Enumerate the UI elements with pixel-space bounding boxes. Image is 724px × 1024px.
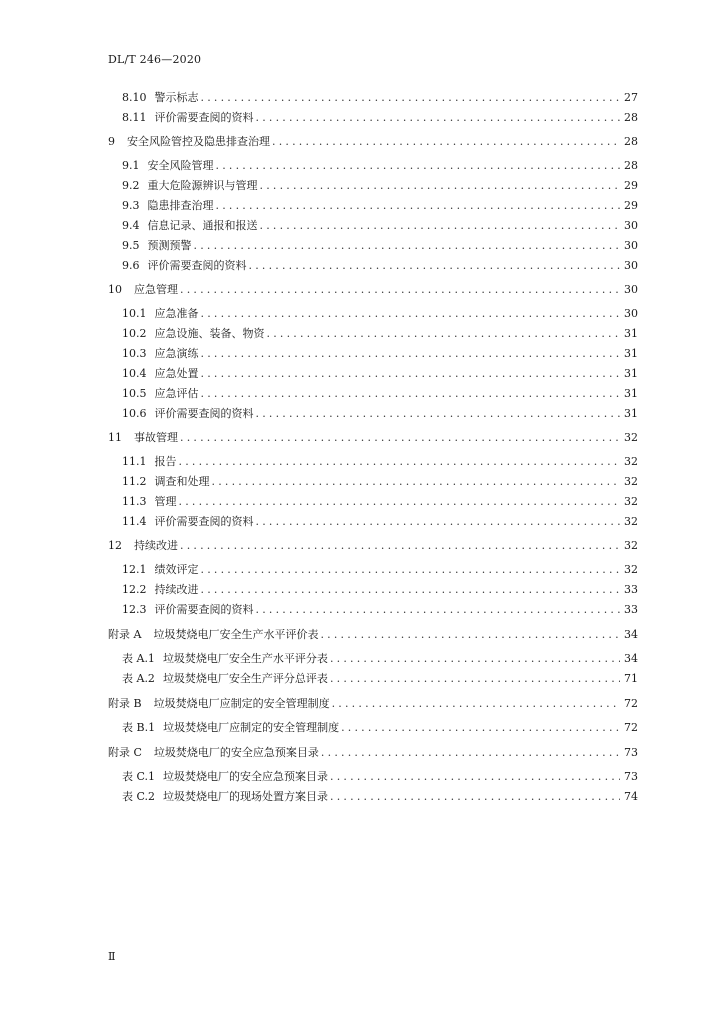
toc-entry[interactable]: [0, 218, 724, 234]
toc-entry-number: 12.1: [122, 563, 147, 576]
toc-entry-line: [122, 238, 638, 254]
toc-entry-page: 33: [624, 603, 638, 616]
toc-entry-page: 32: [624, 539, 638, 552]
toc-entry-line: [108, 696, 638, 712]
toc-entry-title: 垃圾焚烧电厂应制定的安全管理制度: [163, 721, 340, 734]
toc-entry-title: 应急设施、装备、物资: [154, 327, 265, 340]
toc-entry-number: 11.3: [122, 495, 147, 508]
toc-entry-number: 9.2: [122, 179, 140, 192]
toc-entry-number: 附录 B: [108, 697, 142, 710]
toc-entry-page: 34: [624, 628, 638, 641]
dot-leader: [256, 602, 621, 618]
toc-entry[interactable]: [0, 514, 724, 530]
toc-entry-title: 预测预警: [147, 239, 192, 252]
toc-entry-title: 垃圾焚烧电厂的安全应急预案目录: [163, 770, 329, 783]
toc-entry-title: 评价需要查阅的资料: [154, 111, 254, 124]
dot-leader: [201, 582, 621, 598]
toc-entry-number: 表 A.2: [122, 672, 155, 685]
toc-entry-line: [122, 562, 638, 578]
toc-entry-title: 信息记录、通报和报送: [147, 219, 258, 232]
toc-entry-page: 32: [624, 455, 638, 468]
toc-entry[interactable]: [0, 696, 724, 712]
toc-entry-title: 评价需要查阅的资料: [147, 259, 247, 272]
toc-entry-line: [122, 218, 638, 234]
toc-entry[interactable]: [0, 720, 724, 736]
toc-entry-title: 应急管理: [134, 283, 178, 296]
toc-entry-number: 11.4: [122, 515, 147, 528]
dot-leader: [341, 720, 620, 736]
toc-entry-page: 32: [624, 431, 638, 444]
toc-entry-page: 30: [624, 307, 638, 320]
document-id: DL/T 246—2020: [108, 53, 202, 66]
toc-entry-line: [122, 386, 638, 402]
toc-entry-number: 附录 A: [108, 628, 142, 641]
toc-entry-page: 34: [624, 652, 638, 665]
toc-entry-number: 10.6: [122, 407, 147, 420]
toc-entry-number: 12.3: [122, 603, 147, 616]
toc-entry-title: 垃圾焚烧电厂的安全应急预案目录: [153, 746, 319, 759]
toc-entry-page: 32: [624, 563, 638, 576]
toc-entry[interactable]: [0, 366, 724, 382]
toc-entry-number: 8.10: [122, 91, 147, 104]
dot-leader: [201, 562, 621, 578]
toc-entry-title: 垃圾焚烧电厂应制定的安全管理制度: [153, 697, 330, 710]
dot-leader: [330, 651, 620, 667]
dot-leader: [330, 671, 620, 687]
toc-entry-number: 表 C.1: [122, 770, 156, 783]
dot-leader: [256, 406, 621, 422]
dot-leader: [194, 238, 621, 254]
toc-entry-line: [122, 306, 638, 322]
toc-entry-number: 11.2: [122, 475, 147, 488]
toc-entry-number: 表 C.2: [122, 790, 156, 803]
toc-entry-line: [108, 430, 638, 446]
toc-entry-title: 评价需要查阅的资料: [154, 407, 254, 420]
toc-entry-line: [108, 745, 638, 761]
toc-entry[interactable]: [0, 178, 724, 194]
toc-entry-title: 安全风险管理: [147, 159, 214, 172]
toc-entry-line: [122, 720, 638, 736]
toc-entry[interactable]: [0, 158, 724, 174]
toc-entry-page: 74: [624, 790, 638, 803]
toc-entry-title: 事故管理: [134, 431, 178, 444]
toc-entry-line: [122, 406, 638, 422]
toc-entry-number: 表 B.1: [122, 721, 156, 734]
dot-leader: [216, 158, 621, 174]
toc-entry-page: 28: [624, 111, 638, 124]
toc-entry[interactable]: [0, 198, 724, 214]
toc-entry-line: [122, 110, 638, 126]
toc-entry-page: 30: [624, 259, 638, 272]
toc-entry-line: [108, 538, 638, 554]
toc-entry-line: [122, 474, 638, 490]
dot-leader: [180, 430, 620, 446]
toc-entry-number: 附录 C: [108, 746, 142, 759]
toc-entry-page: 73: [624, 770, 638, 783]
dot-leader: [212, 474, 621, 490]
toc-entry-number: 表 A.1: [122, 652, 155, 665]
toc-entry-page: 73: [624, 746, 638, 759]
toc-entry-number: 9.3: [122, 199, 140, 212]
dot-leader: [179, 494, 621, 510]
dot-leader: [256, 514, 621, 530]
toc-entry-line: [122, 514, 638, 530]
toc-entry-page: 32: [624, 495, 638, 508]
toc-entry-title: 隐患排查治理: [147, 199, 214, 212]
toc-entry-line: [122, 198, 638, 214]
toc-entry-page: 27: [624, 91, 638, 104]
toc-entry-line: [122, 326, 638, 342]
toc-entry-number: 11: [108, 431, 122, 444]
toc-entry-title: 垃圾焚烧电厂的现场处置方案目录: [163, 790, 329, 803]
dot-leader: [201, 366, 621, 382]
toc-entry-title: 垃圾焚烧电厂安全生产评分总评表: [162, 672, 328, 685]
dot-leader: [267, 326, 621, 342]
toc-entry[interactable]: [0, 651, 724, 667]
toc-entry[interactable]: [0, 671, 724, 687]
toc-entry[interactable]: [0, 494, 724, 510]
toc-entry[interactable]: [0, 538, 724, 554]
toc-entry-title: 持续改进: [154, 583, 199, 596]
toc-entry-title: 安全风险管控及隐患排查治理: [127, 135, 270, 148]
toc-entry-title: 警示标志: [154, 91, 199, 104]
toc-entry-line: [122, 366, 638, 382]
toc-entry-title: 应急演练: [154, 347, 199, 360]
toc-entry-line: [122, 602, 638, 618]
toc-entry-page: 33: [624, 583, 638, 596]
toc-entry-page: 32: [624, 475, 638, 488]
toc-entry-title: 调查和处理: [154, 475, 210, 488]
dot-leader: [330, 789, 620, 805]
toc-entry-title: 重大危险源辨识与管理: [147, 179, 258, 192]
toc-entry[interactable]: [0, 238, 724, 254]
toc-entry-line: [122, 346, 638, 362]
toc-entry[interactable]: [0, 769, 724, 785]
toc-entry-number: 9.5: [122, 239, 140, 252]
toc-entry-number: 10.1: [122, 307, 147, 320]
toc-entry-page: 31: [624, 407, 638, 420]
toc-entry-page: 71: [624, 672, 638, 685]
toc-entry[interactable]: [0, 562, 724, 578]
toc-entry-page: 31: [624, 387, 638, 400]
toc-entry[interactable]: [0, 582, 724, 598]
toc-entry[interactable]: [0, 602, 724, 618]
toc-entry[interactable]: [0, 789, 724, 805]
toc-entry-title: 垃圾焚烧电厂安全生产水平评分表: [162, 652, 328, 665]
toc-entry-page: 31: [624, 327, 638, 340]
toc-entry-page: 31: [624, 367, 638, 380]
dot-leader: [249, 258, 621, 274]
toc-entry[interactable]: [0, 386, 724, 402]
toc-entry-number: 8.11: [122, 111, 147, 124]
toc-entry[interactable]: [0, 90, 724, 106]
dot-leader: [201, 346, 621, 362]
toc-entry[interactable]: [0, 406, 724, 422]
toc-entry-line: [122, 671, 638, 687]
toc-entry-line: [122, 158, 638, 174]
toc-entry-number: 9.6: [122, 259, 140, 272]
toc-entry-line: [108, 627, 638, 643]
toc-entry-line: [122, 789, 638, 805]
toc-entry-page: 32: [624, 515, 638, 528]
toc-entry[interactable]: [0, 134, 724, 150]
toc-entry[interactable]: [0, 627, 724, 643]
toc-entry[interactable]: [0, 110, 724, 126]
toc-entry-title: 应急处置: [154, 367, 199, 380]
toc-entry-number: 11.1: [122, 455, 147, 468]
toc-entry-title: 应急准备: [154, 307, 199, 320]
toc-entry-number: 9.1: [122, 159, 140, 172]
dot-leader: [260, 178, 621, 194]
toc-entry-number: 12.2: [122, 583, 147, 596]
toc-entry-title: 报告: [154, 455, 177, 468]
toc-entry-line: [122, 258, 638, 274]
toc-entry-line: [122, 769, 638, 785]
page-number: Ⅱ: [108, 950, 116, 963]
dot-leader: [332, 696, 620, 712]
toc-entry[interactable]: [0, 430, 724, 446]
toc-entry-page: 72: [624, 721, 638, 734]
toc-entry-number: 10: [108, 283, 122, 296]
dot-leader: [272, 134, 620, 150]
toc-entry-number: 9.4: [122, 219, 140, 232]
toc-entry-line: [122, 582, 638, 598]
toc-entry-line: [122, 494, 638, 510]
toc-entry-number: 9: [108, 135, 115, 148]
toc-entry-number: 10.5: [122, 387, 147, 400]
toc-entry-title: 持续改进: [134, 539, 178, 552]
toc-entry-line: [122, 454, 638, 470]
toc-entry-page: 28: [624, 135, 638, 148]
toc-entry[interactable]: [0, 346, 724, 362]
toc-entry[interactable]: [0, 258, 724, 274]
dot-leader: [321, 745, 620, 761]
toc-entry[interactable]: [0, 454, 724, 470]
dot-leader: [260, 218, 621, 234]
toc-entry-line: [122, 90, 638, 106]
toc-entry[interactable]: [0, 745, 724, 761]
dot-leader: [330, 769, 620, 785]
toc-entry-line: [122, 178, 638, 194]
toc-entry-number: 12: [108, 539, 122, 552]
toc-entry[interactable]: [0, 282, 724, 298]
dot-leader: [201, 90, 621, 106]
toc-entry[interactable]: [0, 474, 724, 490]
toc-entry-page: 30: [624, 283, 638, 296]
toc-entry-title: 评价需要查阅的资料: [154, 515, 254, 528]
toc-entry[interactable]: [0, 326, 724, 342]
dot-leader: [256, 110, 621, 126]
toc-entry-page: 28: [624, 159, 638, 172]
toc-entry-title: 应急评估: [154, 387, 199, 400]
dot-leader: [179, 454, 621, 470]
toc-entry-title: 绩效评定: [154, 563, 199, 576]
toc-entry-page: 29: [624, 199, 638, 212]
toc-entry-number: 10.3: [122, 347, 147, 360]
toc-entry-line: [108, 282, 638, 298]
dot-leader: [320, 627, 620, 643]
toc-entry-page: 30: [624, 239, 638, 252]
toc-entry-page: 72: [624, 697, 638, 710]
toc-entry-page: 30: [624, 219, 638, 232]
toc-entry-line: [108, 134, 638, 150]
dot-leader: [216, 198, 621, 214]
toc-entry-page: 31: [624, 347, 638, 360]
toc-entry[interactable]: [0, 306, 724, 322]
toc-entry-page: 29: [624, 179, 638, 192]
toc-entry-line: [122, 651, 638, 667]
toc-entry-title: 垃圾焚烧电厂安全生产水平评价表: [153, 628, 319, 641]
dot-leader: [201, 306, 621, 322]
dot-leader: [201, 386, 621, 402]
dot-leader: [180, 282, 620, 298]
toc-entry-number: 10.4: [122, 367, 147, 380]
toc-entry-title: 管理: [154, 495, 177, 508]
toc-entry-title: 评价需要查阅的资料: [154, 603, 254, 616]
toc-entry-number: 10.2: [122, 327, 147, 340]
dot-leader: [180, 538, 620, 554]
